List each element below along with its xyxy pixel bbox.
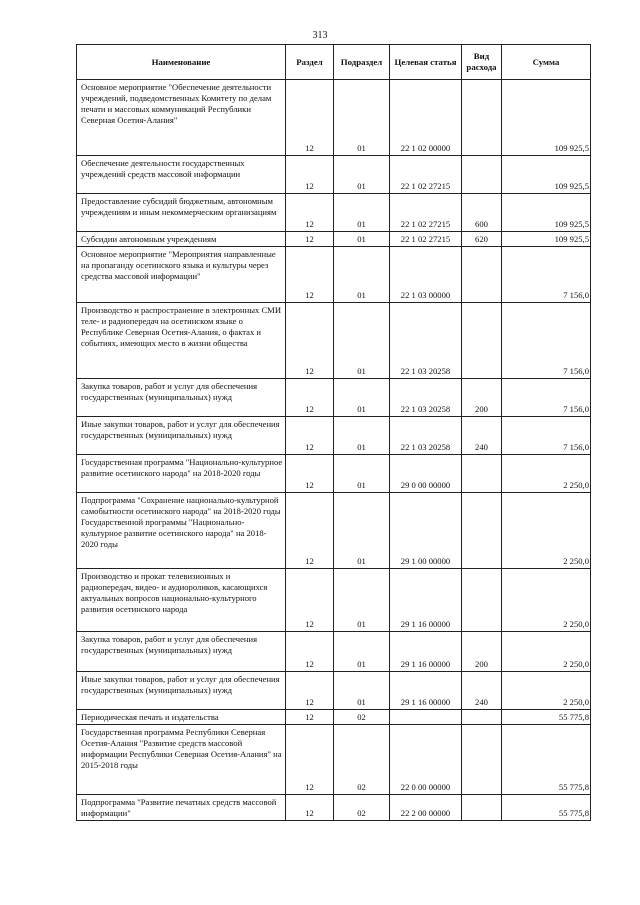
row-razdel: 12 — [286, 455, 334, 493]
row-razdel: 12 — [286, 569, 334, 632]
table-row — [77, 493, 591, 569]
row-vid — [462, 725, 502, 795]
row-sum: 109 925,5 — [502, 232, 591, 247]
row-podrazdel: 01 — [334, 672, 390, 710]
row-razdel: 12 — [286, 379, 334, 417]
row-sum: 109 925,5 — [502, 156, 591, 194]
row-name: Государственная программа "Национально-культурное развитие осетинского народа" на 2018-2020 годы — [77, 455, 286, 493]
row-sum: 7 156,0 — [502, 379, 591, 417]
row-razdel: 12 — [286, 247, 334, 303]
table-row — [77, 232, 591, 247]
table-row — [77, 455, 591, 493]
row-target: 29 0 00 00000 — [390, 455, 462, 493]
row-name: Государственная программа Республики Северная Осетия-Алания "Развитие средств массовой информации Республики Северная Осетия-Алания" на 2015-2018 годы — [77, 725, 286, 795]
row-vid: 200 — [462, 632, 502, 672]
row-target: 22 1 03 00000 — [390, 247, 462, 303]
row-podrazdel: 01 — [334, 247, 390, 303]
row-vid — [462, 303, 502, 379]
row-vid: 240 — [462, 672, 502, 710]
row-podrazdel: 01 — [334, 303, 390, 379]
row-sum: 2 250,0 — [502, 569, 591, 632]
row-razdel: 12 — [286, 632, 334, 672]
row-name: Основное мероприятие "Мероприятия направленные на пропаганду осетинского языка и культуры через средства массовой информации" — [77, 247, 286, 303]
table-row — [77, 672, 591, 710]
row-podrazdel: 02 — [334, 710, 390, 725]
row-sum: 7 156,0 — [502, 303, 591, 379]
row-vid — [462, 569, 502, 632]
row-razdel: 12 — [286, 417, 334, 455]
row-name: Производство и распространение в электронных СМИ теле- и радиопередач на осетинском языке о Республике Северная Осетия-Алания, о фактах и событиях, имеющих место в жизни общества — [77, 303, 286, 379]
header-target: Целевая статья — [390, 45, 462, 80]
row-name: Иные закупки товаров, работ и услуг для обеспечения государственных (муниципальных) нужд — [77, 417, 286, 455]
row-razdel: 12 — [286, 194, 334, 232]
row-sum: 109 925,5 — [502, 80, 591, 156]
row-vid: 620 — [462, 232, 502, 247]
row-vid: 240 — [462, 417, 502, 455]
row-name: Производство и прокат телевизионных и радиопередач, видео- и аудиороликов, касающихся актуальных вопросов национально-культурного развития осетинского народа — [77, 569, 286, 632]
row-name: Иные закупки товаров, работ и услуг для обеспечения государственных (муниципальных) нужд — [77, 672, 286, 710]
header-podrazdel: Подраздел — [334, 45, 390, 80]
row-target: 22 1 02 27215 — [390, 156, 462, 194]
row-podrazdel: 01 — [334, 417, 390, 455]
row-sum: 55 775,8 — [502, 725, 591, 795]
row-target: 22 1 02 27215 — [390, 232, 462, 247]
table-row — [77, 303, 591, 379]
row-name: Закупка товаров, работ и услуг для обеспечения государственных (муниципальных) нужд — [77, 379, 286, 417]
table-row — [77, 247, 591, 303]
row-vid — [462, 455, 502, 493]
row-razdel: 12 — [286, 80, 334, 156]
row-razdel: 12 — [286, 303, 334, 379]
row-sum: 7 156,0 — [502, 247, 591, 303]
table-row — [77, 156, 591, 194]
header-vid: Вид расхода — [462, 45, 502, 80]
row-sum: 55 775,8 — [502, 795, 591, 821]
row-vid: 200 — [462, 379, 502, 417]
header-sum: Сумма — [502, 45, 591, 80]
row-podrazdel: 01 — [334, 80, 390, 156]
row-podrazdel: 01 — [334, 632, 390, 672]
row-razdel: 12 — [286, 232, 334, 247]
budget-table — [76, 44, 591, 821]
row-target: 29 1 16 00000 — [390, 569, 462, 632]
table-row — [77, 194, 591, 232]
row-name: Обеспечение деятельности государственных учреждений средств массовой информации — [77, 156, 286, 194]
table-row — [77, 725, 591, 795]
header-name: Наименование — [77, 45, 286, 80]
row-vid — [462, 493, 502, 569]
row-razdel: 12 — [286, 795, 334, 821]
row-target: 22 1 03 20258 — [390, 379, 462, 417]
header-row — [77, 45, 591, 80]
table-body — [77, 80, 591, 821]
row-razdel: 12 — [286, 710, 334, 725]
row-razdel: 12 — [286, 156, 334, 194]
row-sum: 2 250,0 — [502, 672, 591, 710]
row-vid — [462, 710, 502, 725]
row-sum: 7 156,0 — [502, 417, 591, 455]
row-sum: 55 775,8 — [502, 710, 591, 725]
row-name: Периодическая печать и издательства — [77, 710, 286, 725]
row-podrazdel: 01 — [334, 232, 390, 247]
row-target: 22 1 03 20258 — [390, 417, 462, 455]
row-name: Предоставление субсидий бюджетным, автономным учреждениям и иным некоммерческим организациям — [77, 194, 286, 232]
row-target: 29 1 00 00000 — [390, 493, 462, 569]
row-podrazdel: 01 — [334, 194, 390, 232]
table-row — [77, 710, 591, 725]
row-podrazdel: 02 — [334, 725, 390, 795]
header-razdel: Раздел — [286, 45, 334, 80]
row-podrazdel: 01 — [334, 156, 390, 194]
row-name: Подпрограмма "Развитие печатных средств массовой информации" — [77, 795, 286, 821]
row-razdel: 12 — [286, 493, 334, 569]
table-row — [77, 417, 591, 455]
row-vid — [462, 795, 502, 821]
row-podrazdel: 01 — [334, 493, 390, 569]
row-target: 22 2 00 00000 — [390, 795, 462, 821]
row-name: Субсидии автономным учреждениям — [77, 232, 286, 247]
table-row — [77, 632, 591, 672]
row-vid — [462, 80, 502, 156]
row-sum: 2 250,0 — [502, 632, 591, 672]
table-row — [77, 80, 591, 156]
row-name: Основное мероприятие "Обеспечение деятельности учреждений, подведомственных Комитету по делам печати и массовых коммуникаций Республики Северная Осетия-Алания" — [77, 80, 286, 156]
row-razdel: 12 — [286, 672, 334, 710]
row-razdel: 12 — [286, 725, 334, 795]
table-row — [77, 795, 591, 821]
row-podrazdel: 01 — [334, 379, 390, 417]
row-target: 22 1 02 00000 — [390, 80, 462, 156]
row-podrazdel: 01 — [334, 569, 390, 632]
table-row — [77, 379, 591, 417]
row-sum: 2 250,0 — [502, 455, 591, 493]
page-number: 313 — [312, 30, 328, 41]
row-sum: 2 250,0 — [502, 493, 591, 569]
row-vid — [462, 156, 502, 194]
row-target: 22 1 02 27215 — [390, 194, 462, 232]
row-sum: 109 925,5 — [502, 194, 591, 232]
row-name: Закупка товаров, работ и услуг для обеспечения государственных (муниципальных) нужд — [77, 632, 286, 672]
row-podrazdel: 01 — [334, 455, 390, 493]
table-row — [77, 569, 591, 632]
row-podrazdel: 02 — [334, 795, 390, 821]
row-target: 22 1 03 20258 — [390, 303, 462, 379]
row-vid — [462, 247, 502, 303]
row-name: Подпрограмма "Сохранение национально-культурной самобытности осетинского народа" на 2018-2020 годы Государственной программы "Национально-культурное развитие осетинского народа" на 2018-2020 годы — [77, 493, 286, 569]
row-target: 22 0 00 00000 — [390, 725, 462, 795]
row-target: 29 1 16 00000 — [390, 672, 462, 710]
row-vid: 600 — [462, 194, 502, 232]
row-target — [390, 710, 462, 725]
row-target: 29 1 16 00000 — [390, 632, 462, 672]
